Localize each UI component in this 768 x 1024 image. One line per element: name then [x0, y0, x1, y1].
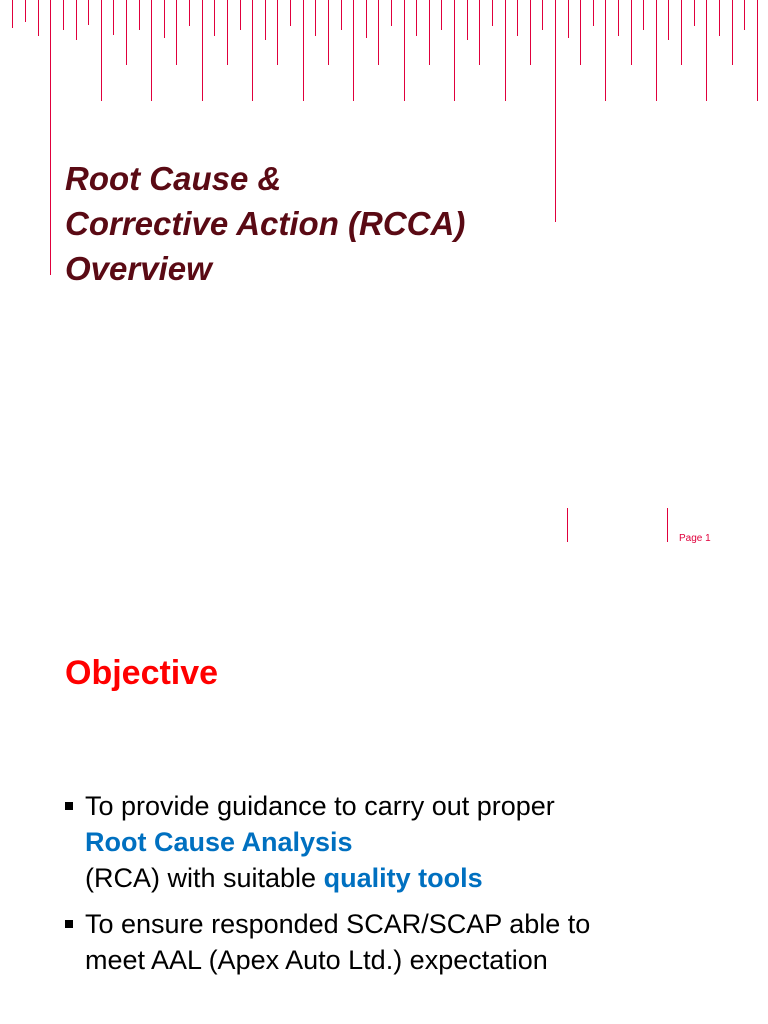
square-bullet-icon — [65, 802, 73, 810]
root-cause-analysis-highlight: Root Cause Analysis — [85, 827, 353, 857]
footer-divider-left — [567, 508, 568, 542]
title-line-1: Root Cause & — [65, 160, 282, 197]
objective-list — [65, 788, 745, 988]
bullet-2-line-1: To ensure responded SCAR/SCAP able to — [85, 909, 591, 939]
objective-slide — [0, 600, 768, 1024]
bullet-1-line-3 — [85, 860, 745, 896]
footer-divider-right — [667, 508, 668, 542]
list-item — [65, 788, 745, 896]
quality-tools-highlight: quality tools — [323, 863, 483, 893]
bullet-1-text-2: (RCA) with suitable — [85, 863, 324, 893]
objective-heading: Objective — [65, 654, 219, 692]
page-number: Page 1 — [679, 533, 711, 544]
title-line-2: Corrective Action (RCCA) — [65, 205, 466, 242]
square-bullet-icon — [65, 920, 73, 928]
slide-title — [65, 156, 465, 291]
bullet-2-line-2: meet AAL (Apex Auto Ltd.) expectation — [85, 945, 548, 975]
bullet-1-line-1: To provide guidance to carry out proper — [85, 791, 555, 821]
title-line-3: Overview — [65, 250, 212, 287]
list-item — [65, 906, 745, 978]
